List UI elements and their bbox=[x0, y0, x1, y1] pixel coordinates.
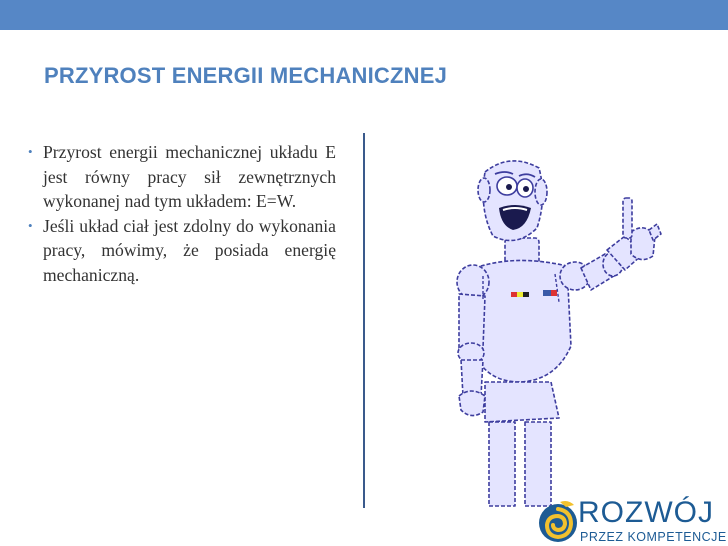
bullet-item bbox=[28, 140, 336, 214]
bullet-text: Przyrost energii mechanicznej układu E jest równy pracy sił zewnętrznych wykonanej nad tym układem: E=W. bbox=[43, 142, 336, 211]
rozwoj-spiral-icon bbox=[536, 497, 580, 546]
bullet-glyph: • bbox=[28, 144, 33, 159]
rozwoj-logo bbox=[536, 497, 728, 546]
bullet-glyph: • bbox=[28, 217, 33, 233]
logo-wordmark: ROZWÓJ bbox=[578, 496, 714, 529]
bullet-item bbox=[28, 214, 336, 288]
bullet-list bbox=[28, 140, 336, 287]
vertical-divider bbox=[363, 133, 365, 508]
slide-title: PRZYROST ENERGII MECHANICZNEJ bbox=[44, 63, 448, 88]
top-bar bbox=[0, 0, 728, 30]
bullet-text: Jeśli układ ciał jest zdolny do wykonania pracy, mówimy, że posiada energię mechaniczną. bbox=[43, 215, 336, 285]
logo-subtitle: PRZEZ KOMPETENCJE bbox=[580, 530, 727, 544]
robot-pointing-finger-icon bbox=[455, 150, 685, 510]
